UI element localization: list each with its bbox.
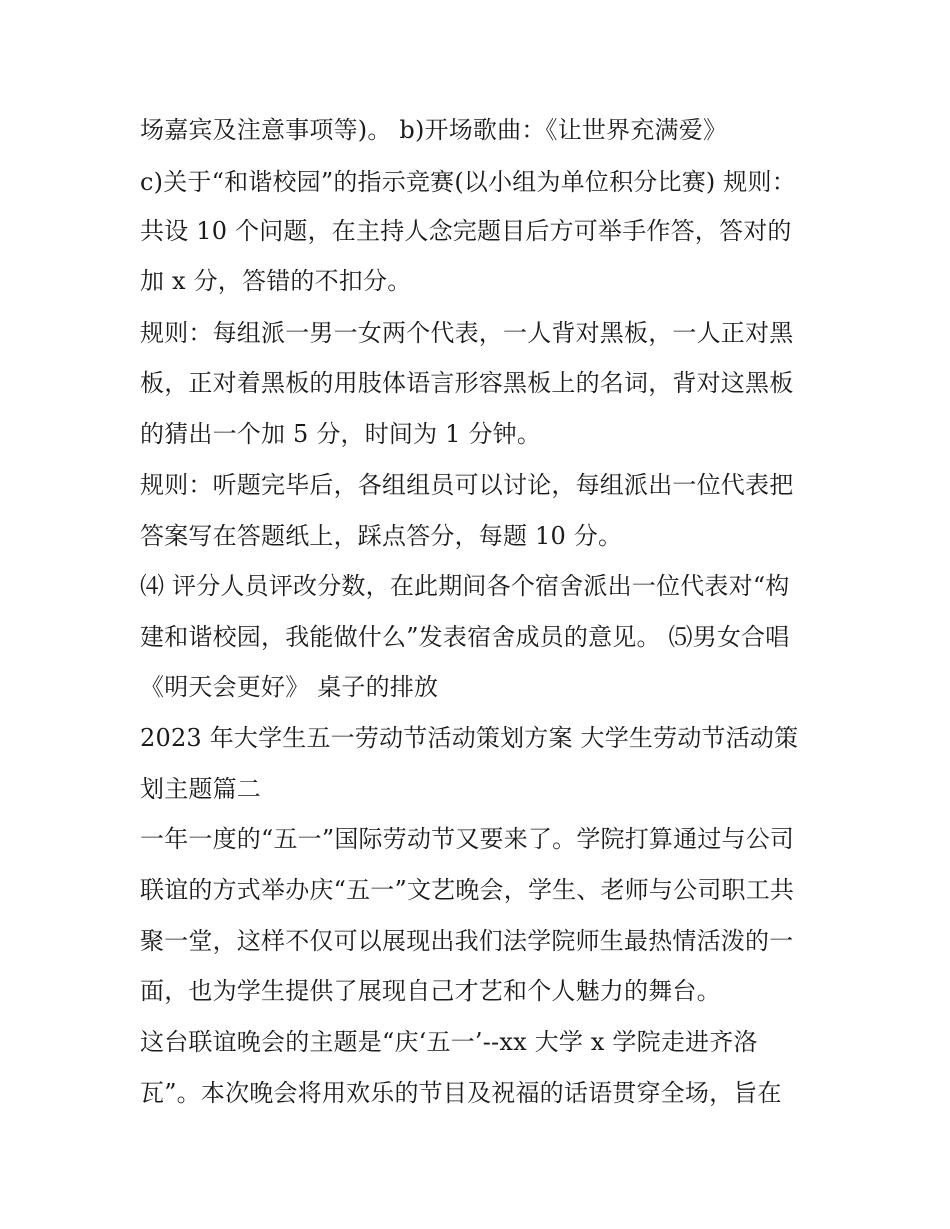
text-line: 联谊的方式举办庆“五一”文艺晚会，学生、老师与公司职工共: [140, 876, 795, 904]
text-line: ⑷ 评分人员评改分数，在此期间各个宿舍派出一位代表对“构: [140, 572, 790, 600]
text-line: 面，也为学生提供了展现自己才艺和个人魅力的舞台。: [140, 977, 721, 1005]
text-line: 划主题篇二: [140, 775, 261, 803]
text-line: 板，正对着黑板的用肢体语言形容黑板上的名词，背对这黑板: [140, 369, 794, 397]
text-line: 共设 10 个问题，在主持人念完题目后方可举手作答，答对的: [140, 217, 792, 245]
text-line: 这台联谊晚会的主题是“庆‘五一’--xx 大学 x 学院走进齐洛: [140, 1028, 758, 1056]
text-line: 《明天会更好》 桌子的排放: [140, 673, 439, 701]
text-line: 一年一度的“五一”国际劳动节又要来了。学院打算通过与公司: [140, 825, 795, 853]
text-line: 2023 年大学生五一劳动节活动策划方案 大学生劳动节活动策: [140, 724, 799, 752]
text-line: 聚一堂，这样不仅可以展现出我们法学院师生最热情活泼的一: [140, 927, 794, 955]
text-line: 建和谐校园，我能做什么”发表宿舍成员的意见。 ⑸男女合唱: [140, 623, 790, 651]
text-line: 答案写在答题纸上，踩点答分，每题 10 分。: [140, 522, 623, 550]
text-line: 瓦”。本次晚会将用欢乐的节目及祝福的话语贯穿全场，旨在: [140, 1079, 782, 1107]
text-line: 场嘉宾及注意事项等)。 b)开场歌曲：《让世界充满爱》: [140, 116, 728, 144]
text-line: c)关于“和谐校园”的指示竞赛(以小组为单位积分比赛) 规则：: [140, 168, 796, 196]
text-line: 规则：听题完毕后，各组组员可以讨论，每组派出一位代表把: [140, 471, 794, 499]
text-line: 加 x 分，答错的不扣分。: [140, 267, 412, 295]
text-line: 的猜出一个加 5 分，时间为 1 分钟。: [140, 420, 542, 448]
text-line: 规则：每组派一男一女两个代表，一人背对黑板，一人正对黑: [140, 319, 794, 347]
